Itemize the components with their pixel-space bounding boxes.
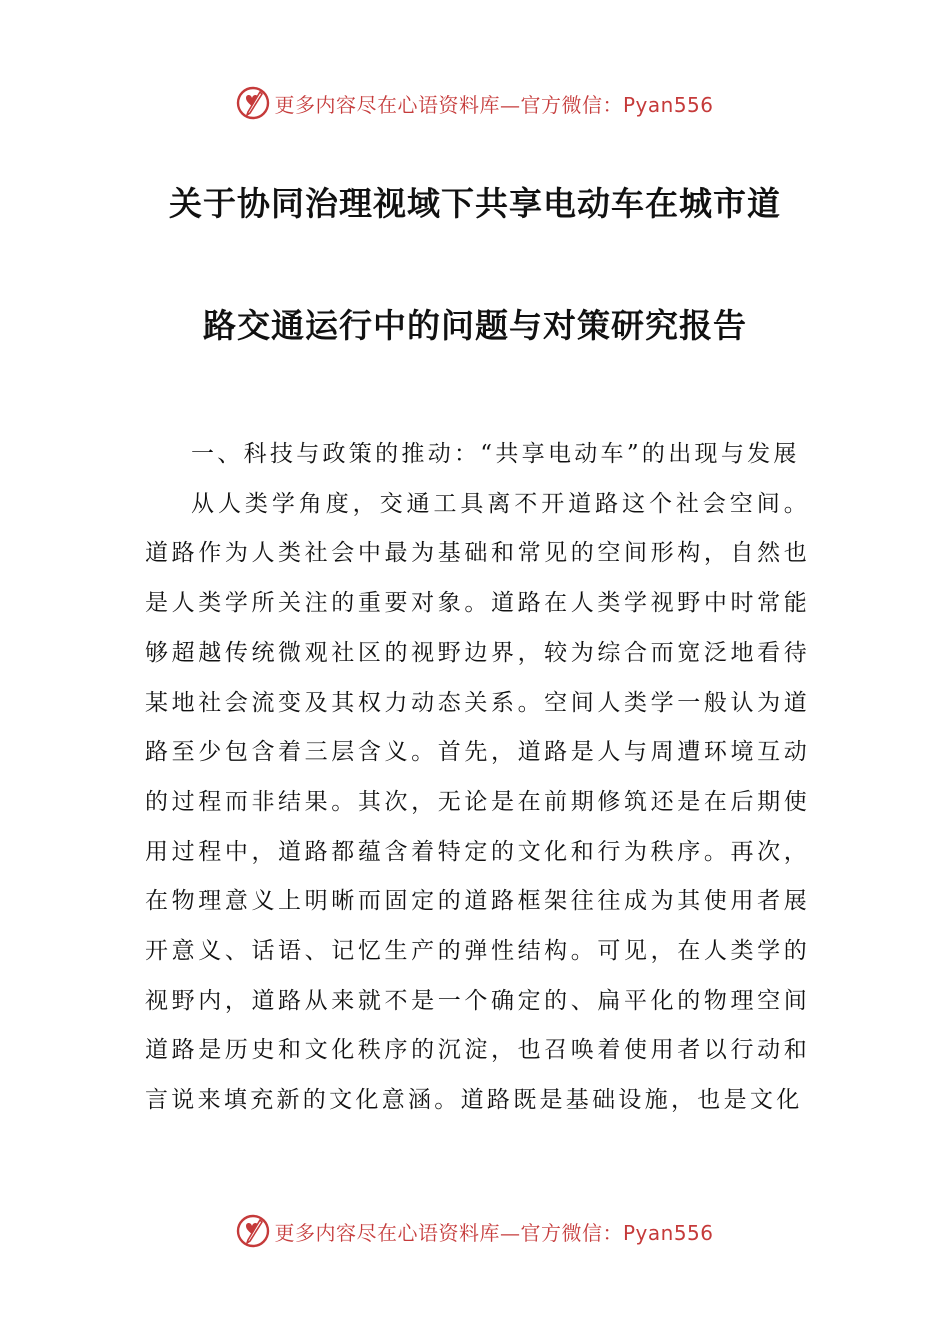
- document-title-line-1: 关于协同治理视域下共享电动车在城市道: [169, 184, 781, 223]
- watermark-footer: [0, 1211, 950, 1251]
- pen-heart-logo-icon: [236, 1214, 270, 1248]
- document-title-line-2: 路交通运行中的问题与对策研究报告: [203, 306, 747, 345]
- document-body: [145, 430, 810, 1126]
- body-paragraph: 从人类学角度，交通工具离不开道路这个社会空间。道路作为人类社会中最为基础和常见的空间形构，自然也是人类学所关注的重要对象。道路在人类学视野中时常能够超越传统微观社区的视野边界，较为综合而宽泛地看待某地社会流变及其权力动态关系。空间人类学一般认为道路至少包含着三层含义。首先，道路是人与周遭环境互动的过程而非结果。其次，无论是在前期修筑还是在后期使用过程中，道路都蕴含着特定的文化和行为秩序。再次，在物理意义上明晰而固定的道路框架往往成为其使用者展开意义、话语、记忆生产的弹性结构。可见，在人类学的视野内，道路从来就不是一个确定的、扁平化的物理空间道路是历史和文化秩序的沉淀，也召唤着使用者以行动和言说来填充新的文化意涵。道路既是基础设施，也是文化: [145, 490, 810, 1114]
- watermark-header: [0, 83, 950, 123]
- section-heading: 一、科技与政策的推动：“共享电动车”的出现与发展: [191, 441, 800, 467]
- watermark-text: 更多内容尽在心语资料库—官方微信：Pyan556: [274, 1220, 714, 1245]
- pen-heart-logo-icon: [236, 86, 270, 120]
- watermark-text: 更多内容尽在心语资料库—官方微信：Pyan556: [274, 92, 714, 117]
